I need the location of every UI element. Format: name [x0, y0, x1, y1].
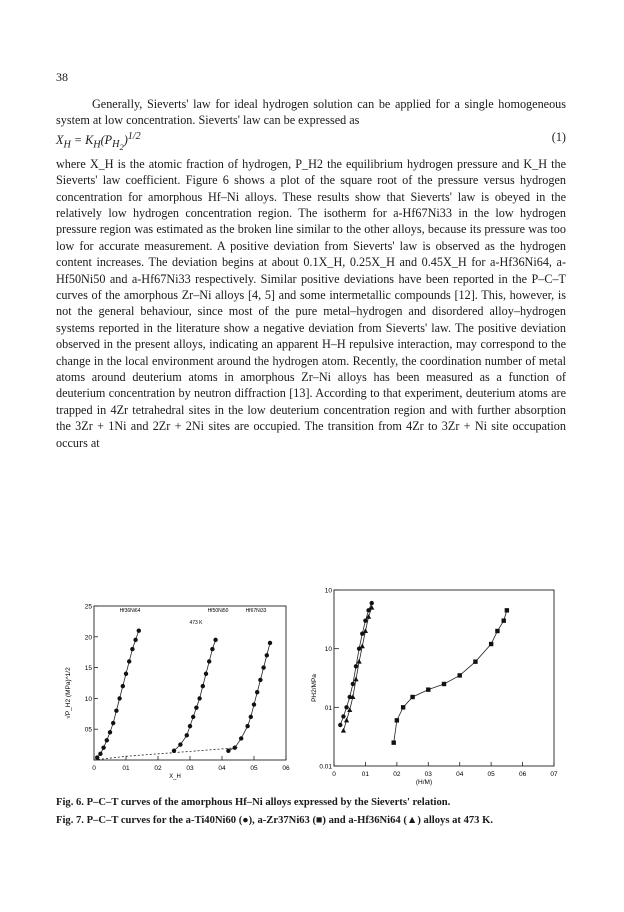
fig7-point-a-zr37ni63: [395, 718, 399, 722]
fig7-x-tick-label: 05: [487, 771, 495, 778]
body-text: [56, 96, 566, 451]
fig6-y-tick-label: 10: [84, 695, 92, 703]
fig6-annotation-3: 473 K: [189, 620, 203, 626]
fig7-x-tick-label: 06: [518, 771, 527, 778]
fig6-point-hf50ni50: [204, 672, 208, 676]
fig7-point-a-hf36ni64: [344, 718, 349, 723]
fig6-point-hf67ni33: [233, 745, 237, 749]
fig6-point-hf36ni64: [137, 628, 141, 632]
figure-7-caption: Fig. 7. P–C–T curves for the a-Ti40Ni60 (●), a-Zr37Ni63 (■) and a-Hf36Ni64 (▲) alloys at 473 K.: [56, 815, 493, 826]
fig6-x-tick-label: 03: [186, 765, 194, 772]
fig7-y-tick-label: 10: [324, 646, 332, 654]
fig6-point-hf36ni64: [95, 755, 99, 759]
fig6-point-hf36ni64: [133, 638, 137, 642]
fig6-x-tick-label: 04: [218, 765, 226, 772]
fig7-x-tick-label: 02: [393, 771, 401, 778]
fig6-series-line-hf50ni50: [174, 640, 216, 751]
equation-number: (1): [551, 129, 566, 144]
fig6-point-hf36ni64: [117, 696, 121, 700]
fig6-point-hf50ni50: [213, 638, 217, 642]
fig6-annotation-2: Hf67Ni33: [245, 608, 267, 614]
page-number: 38: [56, 70, 68, 84]
fig6-series-line-hf67ni33: [228, 643, 270, 751]
fig6-point-hf36ni64: [130, 647, 134, 651]
fig7-x-tick-label: 07: [550, 771, 558, 778]
fig6-x-tick-label: 02: [154, 765, 162, 772]
fig7-x-axis-label: (H/M): [415, 779, 433, 786]
fig6-point-hf50ni50: [207, 659, 211, 663]
figure-6-caption: Fig. 6. P–C–T curves of the amorphous Hf–Ni alloys expressed by the Sieverts' relation.: [56, 797, 451, 808]
fig7-x-tick-label: 0: [332, 771, 336, 778]
fig6-point-hf67ni33: [249, 715, 253, 719]
fig7-point-a-zr37ni63: [502, 618, 506, 622]
fig7-point-a-zr37ni63: [495, 629, 499, 633]
fig7-y-axis-label: PH2/MPa: [311, 674, 318, 702]
fig7-point-a-ti40ni60: [338, 723, 342, 727]
fig6-point-hf36ni64: [127, 659, 131, 663]
fig6-point-hf36ni64: [98, 752, 102, 756]
fig6-y-tick-label: 20: [84, 634, 92, 642]
fig7-point-a-ti40ni60: [341, 714, 345, 718]
fig7-series-line-a-hf36ni64: [343, 608, 371, 731]
fig7-series-line-a-zr37ni63: [394, 610, 507, 742]
fig6-point-hf36ni64: [105, 738, 109, 742]
fig7-point-a-ti40ni60: [344, 705, 348, 709]
fig6-point-hf67ni33: [268, 641, 272, 645]
fig7-point-a-zr37ni63: [410, 695, 414, 699]
fig7-x-tick-label: 03: [424, 771, 432, 778]
fig6-point-hf36ni64: [114, 709, 118, 713]
fig7-point-a-zr37ni63: [458, 673, 462, 677]
fig6-point-hf67ni33: [265, 653, 269, 657]
fig7-point-a-ti40ni60: [351, 682, 355, 686]
fig6-x-axis-label: X_H: [169, 774, 181, 780]
fig7-x-tick-label: 01: [361, 771, 370, 778]
fig7-point-a-ti40ni60: [354, 664, 358, 668]
fig6-y-axis-label: √P_H2 (MPa)^1/2: [65, 667, 72, 719]
fig6-y-tick-label: 05: [84, 726, 92, 734]
fig6-point-hf50ni50: [172, 749, 176, 753]
fig6-point-hf67ni33: [261, 665, 265, 669]
fig6-point-hf50ni50: [185, 733, 189, 737]
fig6-point-hf67ni33: [255, 690, 259, 694]
equation-body: $X_H = K_H(P_{H_2})^{1/2}$: [56, 130, 141, 153]
fig7-point-a-zr37ni63: [473, 659, 477, 663]
equation-1: [56, 129, 566, 156]
paragraph-1: Generally, Sieverts' law for ideal hydrogen solution can be applied for a single homogeneous system at low concentration. Sieverts' law can be expressed as: [56, 97, 566, 128]
fig6-point-hf50ni50: [201, 684, 205, 688]
fig6-point-hf50ni50: [197, 696, 201, 700]
paragraph-2: where X_H is the atomic fraction of hydrogen, P_H2 the equilibrium hydrogen pressure and K_H the Sieverts' law coefficient. Figure 6 shows a plot of the square root of the pressure versus hydrogen concentration for amorphous Hf–Ni alloys. These results show that Sieverts' law is obeyed in the relatively low hydrogen concentration region. The isotherm for a-Hf67Ni33 in the low hydrogen pressure region was estimated as the broken line similar to the other alloys, because its pressure was too low for accurate measurement. A positive deviation from Sieverts' law is observed as the hydrogen content increases. The deviation begins at about 0.1X_H, 0.25X_H and 0.45X_H for a-Hf36Ni64, a-Hf50Ni50 and a-Hf67Ni33 respectively. Similar positive deviations have been reported in the P–C–T curves of the amorphous Zr–Ni alloys [4, 5] and some intermetallic compounds [12]. This, however, is not the general behaviour, since most of the pure metal–hydrogen and disordered alloy–hydrogen systems reported in the literature show a negative deviation from Sieverts' law. The positive deviation observed in the present alloys, indicating an apparent H–H repulsive interaction, may correspond to the change in the local environment around the hydrogen atom. Recently, the coordination number of metal atoms around deuterium atoms in amorphous Zr–Ni alloys has been measured as a function of deuterium concentration by neutron diffraction [13]. According to that experiment, deuterium atoms are trapped in 4Zr tetrahedral sites in the low deuterium concentration region and with further absorption the 3Zr + 1Ni and 2Zr + 2Ni sites are occupied. The transition from 4Zr to 3Zr + Ni site occupation occurs at: [56, 156, 566, 450]
figures: [56, 582, 568, 792]
fig7-y-tick-label: 01: [324, 704, 332, 712]
fig6-point-hf50ni50: [194, 705, 198, 709]
fig6-point-hf67ni33: [226, 749, 230, 753]
fig7-point-a-zr37ni63: [489, 642, 493, 646]
fig6-y-tick-label: 25: [84, 603, 92, 611]
fig7-point-a-zr37ni63: [401, 705, 405, 709]
fig6-x-tick-label: 05: [250, 765, 258, 772]
fig6-point-hf36ni64: [124, 672, 128, 676]
fig6-point-hf36ni64: [108, 730, 112, 734]
fig7-point-a-zr37ni63: [442, 682, 446, 686]
fig6-point-hf67ni33: [239, 736, 243, 740]
fig6-broken-line: [94, 748, 238, 760]
fig6-point-hf67ni33: [245, 724, 249, 728]
fig7-point-a-zr37ni63: [392, 740, 396, 744]
fig6-point-hf50ni50: [191, 715, 195, 719]
fig7-x-tick-label: 04: [456, 771, 464, 778]
fig7-point-a-zr37ni63: [426, 687, 430, 691]
figure-6-chart: [56, 582, 306, 792]
fig7-point-a-ti40ni60: [370, 601, 374, 605]
fig6-annotation-1: Hf50Ni50: [207, 608, 229, 614]
fig7-point-a-zr37ni63: [505, 608, 509, 612]
fig6-point-hf67ni33: [252, 702, 256, 706]
fig6-x-tick-label: 01: [122, 765, 130, 772]
fig6-point-hf50ni50: [210, 647, 214, 651]
fig6-x-tick-label: 06: [282, 765, 290, 772]
fig6-x-tick-label: 0: [92, 765, 96, 772]
fig6-annotation-0: Hf36Ni64: [119, 608, 141, 614]
fig6-point-hf67ni33: [258, 678, 262, 682]
fig6-point-hf36ni64: [121, 684, 125, 688]
fig6-point-hf36ni64: [111, 721, 115, 725]
fig6-point-hf36ni64: [101, 745, 105, 749]
fig7-y-tick-label: 10: [324, 587, 332, 595]
fig7-y-tick-label: 0.01: [319, 763, 332, 771]
fig6-y-tick-label: 15: [84, 665, 92, 673]
fig7-point-a-hf36ni64: [341, 728, 346, 733]
fig6-point-hf50ni50: [178, 742, 182, 746]
figure-7-chart: [306, 582, 568, 792]
fig6-point-hf50ni50: [188, 724, 192, 728]
fig6-plot-frame: [94, 606, 286, 760]
